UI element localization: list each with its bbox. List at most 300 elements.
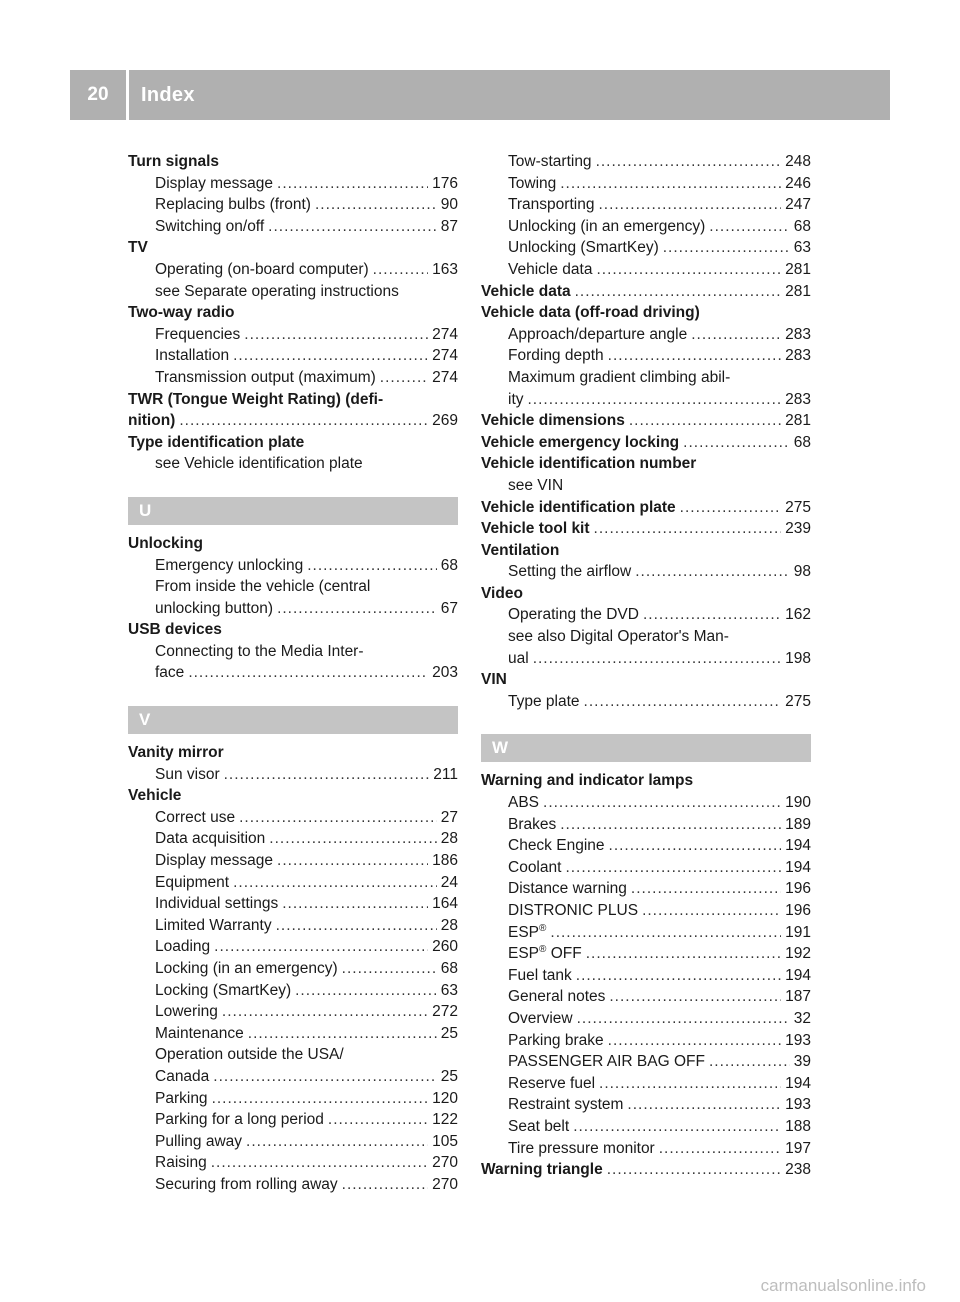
entry-text: Operating the DVD bbox=[508, 606, 639, 624]
entry-text: unlocking button) bbox=[155, 599, 274, 617]
index-subentry bbox=[128, 828, 458, 850]
entry-label bbox=[508, 943, 582, 965]
entry-label bbox=[481, 518, 590, 540]
entry-label bbox=[508, 173, 556, 195]
page-reference: 260 bbox=[432, 938, 458, 956]
page-reference: 283 bbox=[785, 347, 811, 365]
entry-text: Switching on/off bbox=[155, 217, 265, 235]
index-term: Vanity mirror bbox=[128, 744, 224, 762]
entry-text: Vehicle tool kit bbox=[481, 520, 590, 538]
index-subentry bbox=[128, 936, 458, 958]
entry-label bbox=[508, 1008, 573, 1030]
dot-leader bbox=[663, 237, 790, 259]
dot-leader bbox=[596, 151, 782, 173]
index-subentry bbox=[481, 943, 811, 965]
entry-text: Towing bbox=[508, 174, 557, 192]
entry-label bbox=[155, 555, 303, 577]
dot-leader bbox=[709, 1051, 790, 1073]
index-subentry bbox=[128, 1131, 458, 1153]
index-subentry bbox=[481, 965, 811, 987]
dot-leader bbox=[550, 922, 781, 944]
entry-label bbox=[155, 1109, 324, 1131]
entry-text: Loading bbox=[155, 938, 211, 956]
dot-leader bbox=[224, 764, 430, 786]
entry-text: Replacing bulbs (front) bbox=[155, 196, 311, 214]
entry-text: Locking (SmartKey) bbox=[155, 981, 292, 999]
dot-leader bbox=[246, 1131, 428, 1153]
index-term-entry bbox=[481, 518, 811, 540]
entry-text: ESP bbox=[508, 923, 540, 941]
section-letter: W bbox=[481, 734, 811, 762]
entry-label bbox=[508, 965, 572, 987]
entry-text: Parking for a long period bbox=[155, 1111, 324, 1129]
index-subentry bbox=[128, 1088, 458, 1110]
entry-text: Emergency unlocking bbox=[155, 556, 304, 574]
entry-label bbox=[481, 281, 571, 303]
entry-text: Fording depth bbox=[508, 347, 604, 365]
entry-text: Check Engine bbox=[508, 837, 605, 855]
page-reference: 269 bbox=[432, 412, 458, 430]
page-reference: 87 bbox=[440, 217, 458, 235]
index-term: Two-way radio bbox=[128, 304, 235, 322]
dot-leader bbox=[239, 807, 437, 829]
entry-label bbox=[155, 850, 273, 872]
index-term: Ventilation bbox=[481, 541, 560, 559]
dot-leader bbox=[599, 1073, 781, 1095]
dot-leader bbox=[307, 555, 437, 577]
entry-text: Display message bbox=[155, 852, 274, 870]
page-reference: 275 bbox=[785, 498, 811, 516]
page-reference: 163 bbox=[432, 260, 458, 278]
entry-label bbox=[508, 237, 659, 259]
dot-leader bbox=[586, 943, 781, 965]
index-subentry bbox=[481, 324, 811, 346]
entry-text: Pulling away bbox=[155, 1132, 243, 1150]
header-divider bbox=[126, 70, 129, 120]
entry-label bbox=[508, 561, 631, 583]
page-reference: 197 bbox=[785, 1139, 811, 1157]
page-number: 20 bbox=[87, 84, 109, 105]
page-reference: 247 bbox=[785, 196, 811, 214]
index-subentry bbox=[128, 893, 458, 915]
dot-leader bbox=[576, 965, 781, 987]
index-subentry bbox=[481, 835, 811, 857]
dot-leader bbox=[342, 958, 437, 980]
page-reference: 32 bbox=[793, 1009, 811, 1027]
dot-leader bbox=[577, 1008, 790, 1030]
dot-leader bbox=[380, 367, 428, 389]
entry-label bbox=[508, 389, 524, 411]
entry-label bbox=[155, 872, 229, 894]
entry-label bbox=[155, 980, 291, 1002]
dot-leader bbox=[342, 1174, 428, 1196]
page-reference: 272 bbox=[432, 1003, 458, 1021]
page-reference: 39 bbox=[793, 1053, 811, 1071]
entry-text: Coolant bbox=[508, 858, 562, 876]
index-subentry bbox=[481, 151, 811, 173]
entry-label bbox=[155, 764, 220, 786]
index-column-left bbox=[128, 151, 458, 1196]
index-subentry bbox=[481, 986, 811, 1008]
dot-leader bbox=[328, 1109, 428, 1131]
entry-label bbox=[155, 1174, 338, 1196]
entry-text: Maintenance bbox=[155, 1024, 244, 1042]
dot-leader bbox=[277, 173, 428, 195]
dot-leader bbox=[608, 1030, 781, 1052]
page-reference: 189 bbox=[785, 815, 811, 833]
dot-leader bbox=[560, 814, 781, 836]
entry-text: Unlocking (SmartKey) bbox=[508, 239, 659, 257]
dot-leader bbox=[575, 281, 782, 303]
entry-label bbox=[508, 1030, 604, 1052]
page-reference: 63 bbox=[793, 239, 811, 257]
entry-label bbox=[508, 1073, 595, 1095]
dot-leader bbox=[609, 835, 782, 857]
dot-leader bbox=[609, 986, 781, 1008]
index-subentry bbox=[481, 237, 811, 259]
dot-leader bbox=[560, 173, 781, 195]
entry-text: Lowering bbox=[155, 1003, 218, 1021]
entry-label bbox=[155, 936, 210, 958]
entry-text: Locking (in an emergency) bbox=[155, 960, 338, 977]
page-reference: 68 bbox=[440, 556, 458, 574]
index-subentry bbox=[128, 1109, 458, 1131]
index-subentry bbox=[128, 764, 458, 786]
entry-text: PASSENGER AIR BAG OFF bbox=[508, 1053, 705, 1071]
entry-text: Vehicle data bbox=[508, 260, 593, 278]
index-subentry bbox=[128, 662, 458, 684]
entry-label bbox=[508, 857, 561, 879]
index-term: Type identification plate bbox=[128, 433, 305, 451]
entry-text: Overview bbox=[508, 1009, 573, 1027]
entry-label bbox=[155, 1131, 242, 1153]
entry-text: Installation bbox=[155, 347, 230, 365]
page-reference: 239 bbox=[785, 520, 811, 538]
entry-label bbox=[155, 598, 273, 620]
index-term-entry bbox=[481, 1159, 811, 1181]
index-subentry bbox=[481, 1094, 811, 1116]
page-reference: 211 bbox=[433, 765, 458, 783]
page-reference: 120 bbox=[432, 1089, 458, 1107]
page-reference: 68 bbox=[793, 433, 811, 451]
entry-text: Operating (on-board computer) bbox=[155, 260, 369, 278]
dot-leader bbox=[642, 900, 781, 922]
section-letter: U bbox=[128, 497, 458, 525]
entry-text: Fuel tank bbox=[508, 966, 572, 984]
index-subentry bbox=[481, 1073, 811, 1095]
entry-text: Unlocking (in an emergency) bbox=[508, 217, 706, 235]
index-subentry bbox=[481, 792, 811, 814]
dot-leader bbox=[528, 389, 782, 411]
index-subentry bbox=[481, 878, 811, 900]
entry-label bbox=[155, 915, 272, 937]
index-subentry bbox=[481, 1138, 811, 1160]
page-reference: 194 bbox=[785, 1074, 811, 1092]
index-subentry-text: From inside the vehicle (central bbox=[155, 578, 371, 596]
index-subentry bbox=[128, 1066, 458, 1088]
index-term: Vehicle identification number bbox=[481, 455, 697, 473]
index-subentry bbox=[128, 345, 458, 367]
entry-text: Parking bbox=[155, 1089, 208, 1107]
page-reference: 190 bbox=[785, 794, 811, 812]
index-column-right bbox=[481, 151, 811, 1181]
entry-text: Brakes bbox=[508, 815, 557, 833]
entry-text: Individual settings bbox=[155, 895, 279, 913]
index-subentry bbox=[481, 173, 811, 195]
entry-text: Tire pressure monitor bbox=[508, 1139, 655, 1157]
index-subentry bbox=[128, 173, 458, 195]
index-subentry bbox=[128, 872, 458, 894]
dot-leader bbox=[584, 691, 782, 713]
entry-label bbox=[155, 807, 235, 829]
entry-label bbox=[508, 648, 529, 670]
dot-leader bbox=[214, 936, 428, 958]
index-term: Vehicle bbox=[128, 787, 182, 805]
page-reference: 63 bbox=[440, 981, 458, 999]
entry-text: Sun visor bbox=[155, 765, 220, 783]
entry-label bbox=[508, 151, 592, 173]
entry-label bbox=[128, 410, 175, 432]
index-term-entry bbox=[128, 410, 458, 432]
dot-leader bbox=[643, 604, 781, 626]
page-reference: 274 bbox=[432, 347, 458, 365]
dot-leader bbox=[533, 648, 781, 670]
entry-text: Type plate bbox=[508, 692, 580, 710]
page-reference: 198 bbox=[785, 649, 811, 667]
entry-label bbox=[155, 1088, 208, 1110]
entry-text: Frequencies bbox=[155, 325, 241, 343]
entry-text: Vehicle data bbox=[481, 282, 571, 300]
index-subentry bbox=[481, 691, 811, 713]
entry-label bbox=[508, 986, 605, 1008]
page-reference: 248 bbox=[785, 153, 811, 170]
entry-label bbox=[508, 835, 605, 857]
page-reference: 98 bbox=[793, 563, 811, 581]
index-subentry-text: see also Digital Operator's Man- bbox=[508, 628, 729, 646]
page-reference: 162 bbox=[785, 606, 811, 624]
dot-leader bbox=[543, 792, 781, 814]
index-term: VIN bbox=[481, 671, 507, 689]
entry-label bbox=[155, 173, 273, 195]
entry-text: ABS bbox=[508, 794, 540, 812]
index-term: Turn signals bbox=[128, 153, 220, 170]
dot-leader bbox=[631, 878, 781, 900]
index-subentry bbox=[481, 922, 811, 944]
page-reference: 194 bbox=[785, 837, 811, 855]
page-reference: 238 bbox=[785, 1161, 811, 1179]
page-reference: 270 bbox=[432, 1154, 458, 1172]
entry-text: Raising bbox=[155, 1154, 207, 1172]
entry-label bbox=[508, 194, 594, 216]
dot-leader bbox=[213, 1066, 436, 1088]
page-reference: 68 bbox=[793, 217, 811, 235]
entry-text: ESP bbox=[508, 945, 540, 963]
index-subentry bbox=[481, 1030, 811, 1052]
page-reference: 203 bbox=[432, 664, 458, 682]
entry-label bbox=[155, 216, 264, 238]
dot-leader bbox=[709, 216, 789, 238]
entry-text: Seat belt bbox=[508, 1117, 570, 1135]
dot-leader bbox=[244, 324, 428, 346]
entry-text: Canada bbox=[155, 1067, 210, 1085]
entry-text: Vehicle emergency locking bbox=[481, 433, 680, 451]
index-subentry bbox=[128, 259, 458, 281]
page-reference: 274 bbox=[432, 368, 458, 386]
page-reference: 25 bbox=[440, 1067, 458, 1085]
section-letter: V bbox=[128, 706, 458, 734]
entry-text: Warning triangle bbox=[481, 1161, 603, 1179]
page-reference: 196 bbox=[785, 880, 811, 898]
dot-leader bbox=[373, 259, 428, 281]
entry-text: Transporting bbox=[508, 196, 595, 214]
entry-label bbox=[508, 1094, 623, 1116]
page-reference: 28 bbox=[440, 830, 458, 848]
entry-text: face bbox=[155, 664, 185, 682]
dot-leader bbox=[608, 345, 781, 367]
page-reference: 246 bbox=[785, 174, 811, 192]
entry-text: Vehicle identification plate bbox=[481, 498, 676, 516]
page-reference: 283 bbox=[785, 390, 811, 408]
page-reference: 28 bbox=[440, 916, 458, 934]
dot-leader bbox=[691, 324, 781, 346]
index-subentry bbox=[128, 1001, 458, 1023]
page-reference: 186 bbox=[432, 852, 458, 870]
dot-leader bbox=[277, 850, 428, 872]
entry-label bbox=[508, 604, 639, 626]
index-subentry bbox=[481, 194, 811, 216]
registered-mark: ® bbox=[539, 922, 547, 934]
index-subentry bbox=[128, 1023, 458, 1045]
entry-text: Securing from rolling away bbox=[155, 1175, 338, 1193]
dot-leader bbox=[282, 893, 428, 915]
index-subentry bbox=[128, 367, 458, 389]
index-term-entry bbox=[481, 410, 811, 432]
entry-text: nition) bbox=[128, 412, 176, 430]
dot-leader bbox=[565, 857, 781, 879]
entry-label bbox=[508, 1051, 705, 1073]
index-term: TWR (Tongue Weight Rating) (defi- bbox=[128, 390, 384, 408]
page-reference: 192 bbox=[785, 945, 811, 963]
index-term-entry bbox=[481, 432, 811, 454]
index-subentry bbox=[481, 857, 811, 879]
entry-label bbox=[155, 828, 265, 850]
dot-leader bbox=[276, 915, 437, 937]
page-reference: 275 bbox=[785, 692, 811, 710]
page-reference: 281 bbox=[785, 260, 811, 278]
entry-label bbox=[481, 497, 676, 519]
dot-leader bbox=[222, 1001, 428, 1023]
entry-label bbox=[508, 1116, 569, 1138]
entry-text: ity bbox=[508, 390, 524, 408]
page-header bbox=[70, 70, 890, 120]
entry-label bbox=[481, 432, 679, 454]
page-reference: 164 bbox=[432, 895, 458, 913]
entry-text: Vehicle dimensions bbox=[481, 412, 625, 430]
dot-leader bbox=[233, 345, 428, 367]
entry-text: Transmission output (maximum) bbox=[155, 368, 376, 386]
index-subentry bbox=[128, 958, 458, 980]
entry-text-suffix: OFF bbox=[546, 945, 582, 963]
dot-leader bbox=[683, 432, 790, 454]
page-reference: 105 bbox=[432, 1132, 458, 1150]
entry-text: Setting the airflow bbox=[508, 563, 632, 581]
index-term: Unlocking bbox=[128, 534, 203, 552]
dot-leader bbox=[627, 1094, 781, 1116]
entry-label bbox=[508, 216, 705, 238]
dot-leader bbox=[635, 561, 790, 583]
entry-label bbox=[155, 958, 338, 980]
page-reference: 90 bbox=[440, 196, 458, 214]
dot-leader bbox=[596, 259, 781, 281]
dot-leader bbox=[211, 1152, 428, 1174]
entry-text: General notes bbox=[508, 988, 606, 1006]
index-term-entry bbox=[481, 281, 811, 303]
index-term: Warning and indicator lamps bbox=[481, 772, 694, 790]
page-reference: 194 bbox=[785, 966, 811, 984]
index-subentry bbox=[128, 216, 458, 238]
entry-label bbox=[508, 345, 604, 367]
index-term: TV bbox=[128, 239, 148, 257]
entry-label bbox=[155, 324, 240, 346]
dot-leader bbox=[629, 410, 781, 432]
dot-leader bbox=[188, 662, 428, 684]
index-subentry bbox=[128, 194, 458, 216]
index-subentry bbox=[481, 1051, 811, 1073]
entry-label bbox=[508, 691, 580, 713]
entry-text: Correct use bbox=[155, 808, 236, 826]
page-reference: 27 bbox=[440, 808, 458, 826]
index-subentry bbox=[128, 1152, 458, 1174]
entry-label bbox=[508, 792, 539, 814]
index-term: Video bbox=[481, 584, 523, 602]
dot-leader bbox=[573, 1116, 781, 1138]
page-reference: 24 bbox=[440, 873, 458, 891]
dot-leader bbox=[607, 1159, 781, 1181]
index-term-entry bbox=[481, 497, 811, 519]
page-reference: 176 bbox=[432, 174, 458, 192]
entry-label bbox=[508, 900, 638, 922]
index-subentry bbox=[128, 1174, 458, 1196]
index-subentry-text: Operation outside the USA/ bbox=[155, 1046, 344, 1064]
entry-text: Parking brake bbox=[508, 1031, 604, 1049]
entry-label bbox=[155, 662, 184, 684]
entry-label bbox=[155, 893, 278, 915]
index-subentry-text: see VIN bbox=[508, 476, 564, 494]
entry-text: Approach/departure angle bbox=[508, 325, 688, 343]
entry-text: Display message bbox=[155, 174, 274, 192]
index-subentry bbox=[481, 900, 811, 922]
entry-text: DISTRONIC PLUS bbox=[508, 902, 639, 919]
page-reference: 281 bbox=[785, 282, 811, 300]
page-reference: 274 bbox=[432, 325, 458, 343]
entry-text: Limited Warranty bbox=[155, 916, 272, 934]
entry-label bbox=[155, 1152, 207, 1174]
index-subentry bbox=[481, 561, 811, 583]
dot-leader bbox=[598, 194, 781, 216]
index-subentry-text: Maximum gradient climbing abil- bbox=[508, 368, 731, 386]
watermark: carmanualsonline.info bbox=[760, 1276, 926, 1295]
entry-label bbox=[481, 1159, 603, 1181]
page-reference: 67 bbox=[440, 599, 458, 617]
entry-label bbox=[508, 1138, 655, 1160]
entry-label bbox=[155, 345, 229, 367]
entry-text: Equipment bbox=[155, 873, 230, 891]
registered-mark: ® bbox=[539, 944, 547, 956]
dot-leader bbox=[680, 497, 781, 519]
entry-label bbox=[155, 194, 311, 216]
page-reference: 188 bbox=[785, 1117, 811, 1135]
index-subentry bbox=[481, 389, 811, 411]
